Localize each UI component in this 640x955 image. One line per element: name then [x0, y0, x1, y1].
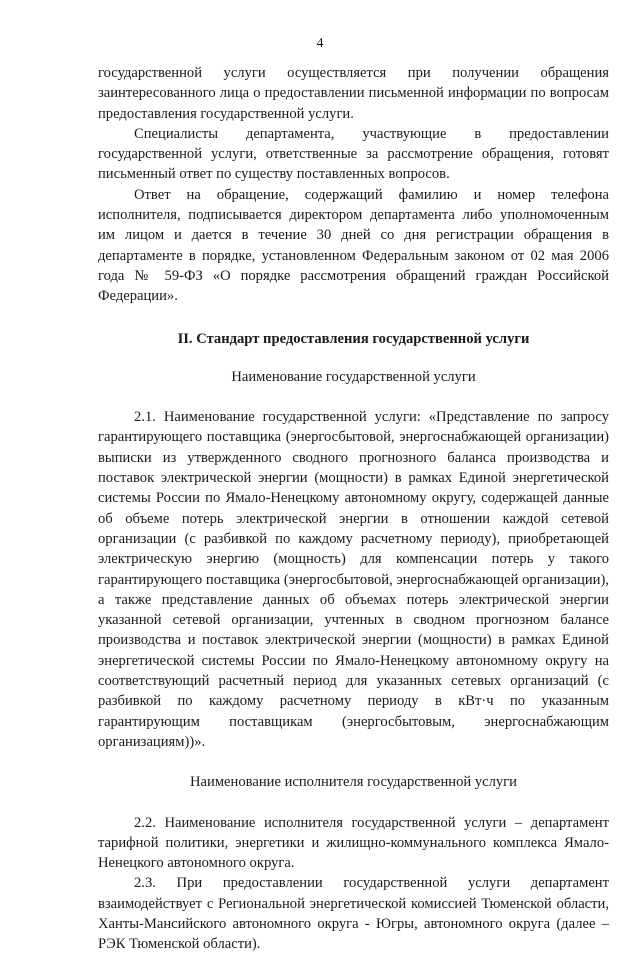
paragraph: 2.1. Наименование государственной услуги: «Представление по запросу гарантирующего поставщика (энергосбытовой, энергоснабжающей организации) выписки из утвержденного сводного прогнозного баланса производства и поставок электрической энергии (мощности) в рамках Единой энергетической системы России по Ямало-Ненецкому автономному округу, содержащей данные об объеме потерь электрической энергии в отношении каждой сетевой организации (с разбивкой по каждому расчетному периоду), приобретающей электрическую энергию (мощность) для компенсации потерь у такого гарантирующего поставщика (энергосбытовой, энергоснабжающей организации), а также представление данных об объемах потерь электрической энергии указанной сетевой организации, учтенных в сводном прогнозном балансе производства и поставок электрической энергии (мощности) в рамках Единой энергетической системы России по Ямало-Ненецкому автономному округу на соответствующий расчетный период для указанных сетевых организаций (с разбивкой по каждому расчетному периоду в кВт·ч по указанным гарантирующим поставщикам (энергосбытовым, энергоснабжающим организациям))».: [98, 409, 609, 750]
document-body: [98, 63, 609, 955]
section-title: II. Стандарт предоставления государственной услуги: [177, 330, 530, 347]
subsection-title: Наименование исполнителя государственной услуги: [190, 774, 517, 791]
paragraph: Ответ на обращение, содержащий фамилию и номер телефона исполнителя, подписывается директором департамента либо уполномоченным им лицом и дается в течение 30 дней со дня регистрации обращения в департаменте в порядке, установленном Федеральным законом от 02 мая 2006 года № 59-ФЗ «О порядке рассмотрения обращений граждан Российской Федерации».: [98, 186, 609, 305]
paragraph: Специалисты департамента, участвующие в предоставлении государственной услуги, ответственные за рассмотрение обращения, готовят письменный ответ по существу поставленных вопросов.: [98, 125, 609, 183]
paragraph: государственной услуги осуществляется при получении обращения заинтересованного лица о предоставлении письменной информации по вопросам предоставления государственной услуги.: [98, 65, 609, 122]
paragraph: 2.2. Наименование исполнителя государственной услуги – департамент тарифной политики, энергетики и жилищно-коммунального комплекса Ямало-Ненецкого автономного округа.: [98, 814, 609, 872]
subsection-title: Наименование государственной услуги: [231, 368, 476, 385]
paragraph: 2.3. При предоставлении государственной услуги департамент взаимодействует с Региональной энергетической комиссией Тюменской области, Ханты-Мансийского автономного округа - Югры, автономного округа (далее – РЭК Тюменской области).: [98, 875, 609, 953]
page-number: 4: [316, 36, 324, 51]
